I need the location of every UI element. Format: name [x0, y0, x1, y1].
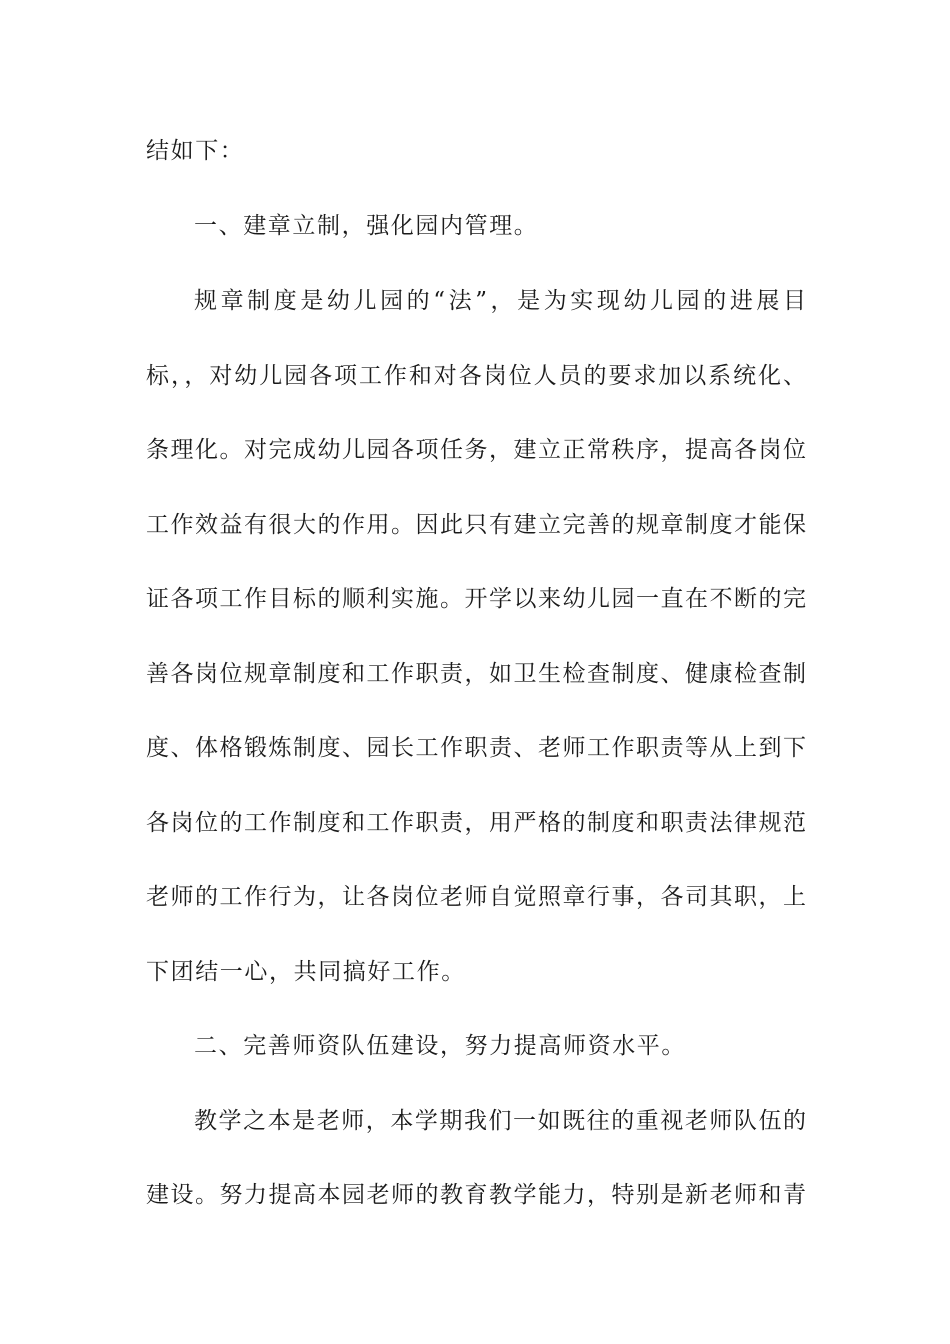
text-line: 各岗位的工作制度和工作职责，用严格的制度和职责法律规范	[146, 810, 806, 836]
text-line: 建设。努力提高本园老师的教育教学能力，特别是新老师和青	[146, 1182, 806, 1208]
text-line: 下团结一心，共同搞好工作。	[146, 959, 466, 985]
text-line: 规章制度是幼儿园的“法”，是为实现幼儿园的进展目	[194, 288, 806, 314]
section-heading: 二、完善师资队伍建设，努力提高师资水平。	[194, 1033, 686, 1059]
text-line: 度、体格锻炼制度、园长工作职责、老师工作职责等从上到下	[146, 735, 806, 761]
text-line: 标，，对幼儿园各项工作和对各岗位人员的要求加以系统化、	[146, 363, 806, 389]
text-line: 老师的工作行为，让各岗位老师自觉照章行事，各司其职，上	[146, 884, 806, 910]
text-line: 教学之本是老师，本学期我们一如既往的重视老师队伍的	[194, 1108, 806, 1134]
section-heading: 一、建章立制，强化园内管理。	[194, 213, 539, 239]
text-line: 善各岗位规章制度和工作职责，如卫生检查制度、健康检查制	[146, 661, 806, 687]
text-line: 结如下：	[146, 138, 245, 164]
text-line: 条理化。对完成幼儿园各项任务，建立正常秩序，提高各岗位	[146, 437, 806, 463]
text-line: 工作效益有很大的作用。因此只有建立完善的规章制度才能保	[146, 512, 806, 538]
text-line: 证各项工作目标的顺利实施。开学以来幼儿园一直在不断的完	[146, 586, 806, 612]
